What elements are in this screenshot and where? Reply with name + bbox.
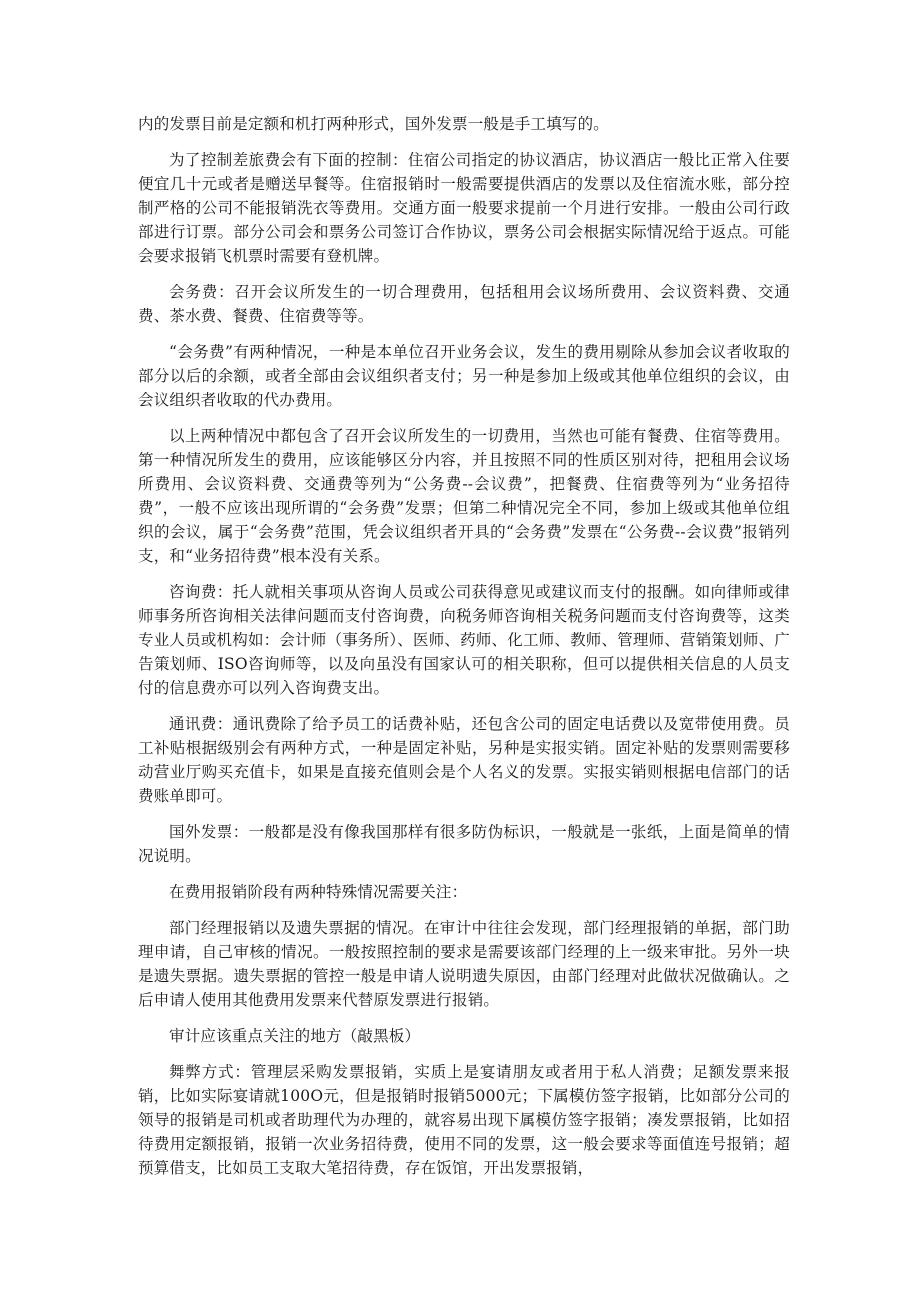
paragraph-conference-two-cases: “会务费”有两种情况，一种是本单位召开业务会议，发生的费用剔除从参加会议者收取的部分以后的余额，或者全部由会议组织者支付；另一种是参加上级或其他单位组织的会议，由会议组织者收取的代办费用。 — [138, 343, 790, 409]
paragraph-conference-fee: 会务费：召开会议所发生的一切合理费用，包括租用会议场所费用、会议资料费、交通费、茶水费、餐费、住宿费等等。 — [138, 283, 790, 325]
paragraph-special-cases-intro: 在费用报销阶段有两种特殊情况需要关注： — [169, 883, 468, 901]
paragraph-travel-control: 为了控制差旅费会有下面的控制：住宿公司指定的协议酒店，协议酒店一般比正常入住要便宜几十元或者是赠送早餐等。住宿报销时一般需要提供酒店的发票以及住宿流水账，部分控制严格的公司不能报销洗衣等费用。交通方面一般要求提前一个月进行安排。一般由公司行政部进行订票。部分公司会和票务公司签订合作协议，票务公司会根据实际情况给于返点。可能会要求报销飞机票时需要有登机牌。 — [138, 151, 790, 265]
document-page — [138, 112, 790, 1192]
paragraph-invoice-forms: 内的发票目前是定额和机打两种形式，国外发票一般是手工填写的。 — [138, 115, 610, 133]
paragraph-consulting-fee: 咨询费：托人就相关事项从咨询人员或公司获得意见或建议而支付的报酬。如向律师或律师事务所咨询相关法律问题而支付咨询费，向税务师咨询相关税务问题而支付咨询费等，这类专业人员或机构如：会计师（事务所）、医师、药师、化工师、教师、管理师、营销策划师、广告策划师、ISO咨询师等，以及向虽没有国家认可的相关职称，但可以提供相关信息的人员支付的信息费亦可以列入咨询费支出。 — [138, 583, 790, 697]
paragraph-foreign-invoice: 国外发票：一般都是没有像我国那样有很多防伪标识，一般就是一张纸，上面是简单的情况说明。 — [138, 823, 790, 865]
paragraph-manager-and-lost-receipts: 部门经理报销以及遗失票据的情况。在审计中往往会发现，部门经理报销的单据，部门助理申请，自己审核的情况。一般按照控制的要求是需要该部门经理的上一级来审批。另外一块是遗失票据。遗失票据的管控一般是申请人说明遗失原因，由部门经理对此做状况做确认。之后申请人使用其他费用发票来代替原发票进行报销。 — [138, 919, 790, 1009]
paragraph-communication-fee: 通讯费：通讯费除了给予员工的话费补贴，还包含公司的固定电话费以及宽带使用费。员工补贴根据级别会有两种方式，一种是固定补贴，另种是实报实销。固定补贴的发票则需要移动营业厅购买充值卡，如果是直接充值则会是个人名义的发票。实报实销则根据电信部门的话费账单即可。 — [138, 715, 790, 805]
paragraph-fraud-methods: 舞弊方式：管理层采购发票报销，实质上是宴请朋友或者用于私人消费；足额发票来报销，比如实际宴请就100O元，但是报销时报销5000元；下属模仿签字报销，比如部分公司的领导的报销是司机或者助理代为办理的，就容易出现下属模仿签字报销；凑发票报销，比如招待费用定额报销，报销一次业务招待费，使用不同的发票，这一般会要求等面值连号报销；超预算借支，比如员工支取大笔招待费，存在饭馆，开出发票报销， — [138, 1063, 790, 1177]
paragraph-audit-focus-heading: 审计应该重点关注的地方（敲黑板） — [169, 1027, 421, 1045]
paragraph-conference-accounting: 以上两种情况中都包含了召开会议所发生的一切费用，当然也可能有餐费、住宿等费用。第一种情况所发生的费用，应该能够区分内容，并且按照不同的性质区别对待，把租用会议场所费用、会议资料费、交通费等列为“公务费--会议费”，把餐费、住宿费等列为“业务招待费”，一般不应该出现所谓的“会务费”发票；但第二种情况完全不同，参加上级或其他单位组织的会议，属于“会务费”范围，凭会议组织者开具的“会务费”发票在“公务费--会议费”报销列支，和“业务招待费”根本没有关系。 — [138, 427, 790, 565]
